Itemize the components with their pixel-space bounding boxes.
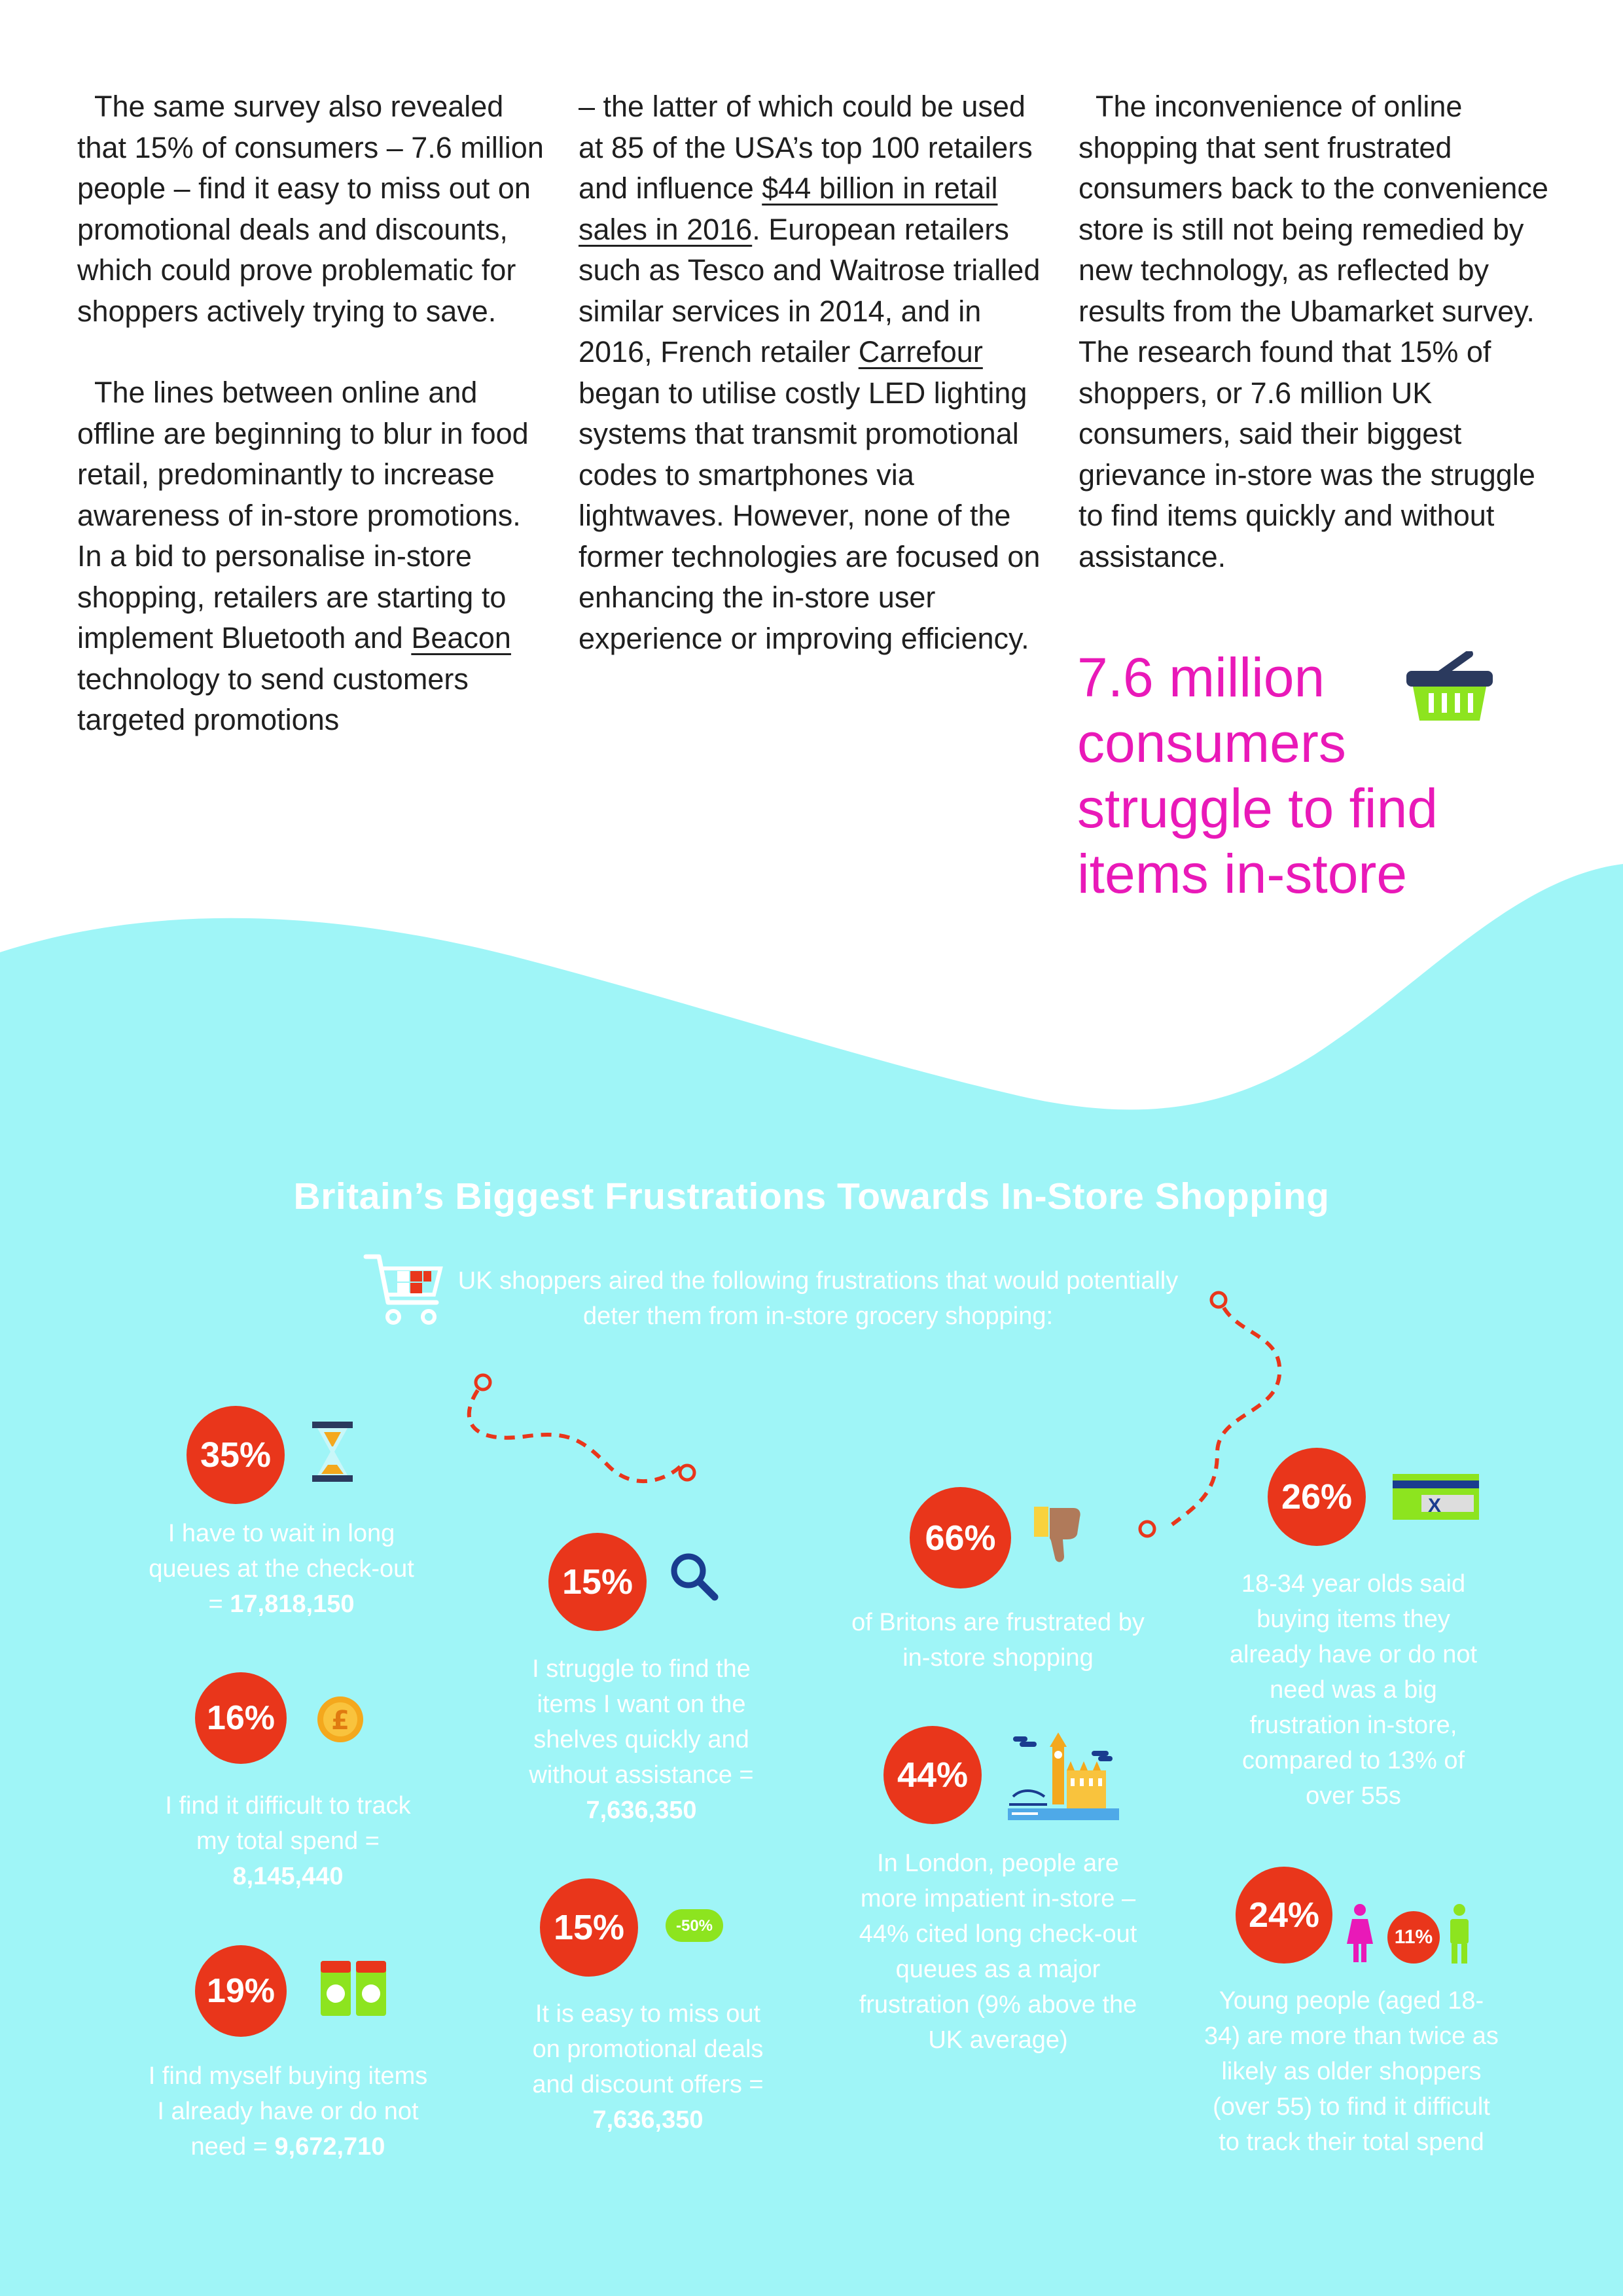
stat-circle-24: 24% (1236, 1867, 1332, 1964)
carrefour-link[interactable]: Carrefour (858, 335, 983, 368)
col2-text-c: began to utilise costly LED lighting systems that transmit promotional codes to smartphones via lightwaves. However, none of the former technologies are focused on enhancing the in-store user experience or improving efficiency. (579, 376, 1041, 655)
discount-tag-label: -50% (675, 1917, 713, 1935)
young-person-icon (1346, 1903, 1374, 1964)
infographic-intro: UK shoppers aired the following frustrations that would potentially deter them from in-store grocery shopping: (457, 1267, 1179, 1330)
hourglass-icon (311, 1422, 354, 1482)
stat-desc-19 (147, 2058, 429, 2164)
retail-sales-link[interactable]: $44 billion in retail sales in 2016 (579, 171, 998, 246)
col1-p2-text-a: The lines between online and offline are beginning to blur in food retail, predominantly to increase awareness of in-store promotions. In a bid to personalise in-store shopping, retailers are starting to implement Bluetooth and (77, 376, 529, 655)
col2-paragraph (579, 86, 1050, 659)
infographic-title: Britain’s Biggest Frustrations Towards In-Store Shopping (293, 1175, 1330, 1217)
stat-desc-44 (847, 1846, 1149, 2058)
stat-text-15-promo: It is easy to miss out on promotional deals and discount offers = (532, 2000, 764, 2098)
shopping-cart-icon (363, 1251, 445, 1330)
col1-paragraph-2 (77, 372, 548, 741)
article-column-3 (1079, 86, 1556, 577)
older-person-icon (1446, 1903, 1472, 1965)
stat-desc-15-find (504, 1651, 779, 1828)
stat-text-26: 18-34 year olds said buying items they already have or do not need was a big frustration in-store, compared to 13% of over 55s (1229, 1570, 1478, 1810)
stat-desc-16 (147, 1788, 429, 1894)
stat-number-15-find: 7,636,350 (586, 1797, 697, 1824)
stat-number-16: 8,145,440 (232, 1863, 344, 1890)
stat-text-16: I find it difficult to track my total spend = (165, 1792, 411, 1855)
stat-circle-15-find: 15% (548, 1533, 647, 1631)
article-column-2 (579, 86, 1050, 659)
stat-circle-15-promo: 15% (540, 1878, 638, 1977)
duplicate-items-icon (319, 1958, 387, 2017)
stat-text-66: of Britons are frustrated by in-store shopping (851, 1609, 1145, 1672)
col2-text-a: – the latter of which could be used at 85 of the USA’s top 100 retailers and influence (579, 90, 1033, 205)
stat-circle-66: 66% (910, 1487, 1011, 1588)
stat-desc-15-promo (524, 1996, 772, 2138)
card-mark: X (1427, 1495, 1442, 1516)
stat-text-44: In London, people are more impatient in-store – 44% cited long check-out queues as a major frustration (9% above the UK average) (859, 1850, 1137, 2054)
stat-circle-11: 11% (1387, 1911, 1440, 1964)
discount-tag-icon (664, 1908, 724, 1943)
stat-circle-35: 35% (187, 1406, 285, 1504)
stat-desc-35 (147, 1516, 416, 1622)
stat-number-15-promo: 7,636,350 (592, 2106, 704, 2134)
thumbs-down-icon (1034, 1505, 1084, 1564)
stat-desc-24 (1204, 1983, 1499, 2160)
stat-circle-16: 16% (195, 1672, 287, 1764)
stat-circle-44: 44% (883, 1726, 982, 1824)
card-icon (1393, 1474, 1479, 1520)
col2-text-b: . European retailers such as Tesco and Waitrose trialled similar services in 2014, and in 2016, French retailer (579, 212, 1041, 368)
callout-stat: 7.6 million consumers struggle to find items in-store (1077, 647, 1438, 905)
stat-number-35: 17,818,150 (230, 1590, 355, 1618)
col1-p2-text-b: technology to send customers targeted promotions (77, 662, 469, 736)
pound-coin-icon (316, 1695, 365, 1744)
london-skyline-icon (1008, 1731, 1119, 1823)
stat-text-19: I find myself buying items I already have or do not need = (148, 2062, 428, 2161)
svg-text:£: £ (331, 1706, 349, 1736)
stat-circle-26: 26% (1268, 1448, 1366, 1546)
stat-desc-66 (844, 1605, 1152, 1676)
stat-text-15-find: I struggle to find the items I want on the shelves quickly and without assistance = (529, 1655, 754, 1789)
beacon-link[interactable]: Beacon (411, 621, 511, 655)
stat-number-19: 9,672,710 (274, 2133, 385, 2161)
col1-paragraph-1: The same survey also revealed that 15% of consumers – 7.6 million people – find it easy to miss out on promotional deals and discounts, which could prove problematic for shoppers actively trying to save. (77, 90, 544, 328)
magnifier-icon (668, 1550, 720, 1602)
shopping-basket-icon (1404, 651, 1495, 725)
stat-text-24: Young people (aged 18-34) are more than twice as likely as older shoppers (over 55) to find it difficult to track their total spend (1204, 1987, 1499, 2156)
col3-paragraph: The inconvenience of online shopping that sent frustrated consumers back to the convenience store is still not being remedied by new technology, as reflected by results from the Ubamarket survey. The research found that 15% of shoppers, or 7.6 million UK consumers, said their biggest grievance in-store was the struggle to find items quickly and without assistance. (1079, 90, 1548, 573)
stat-circle-19: 19% (195, 1945, 287, 2037)
article-column-1 (77, 86, 548, 741)
stat-desc-26 (1216, 1566, 1491, 1814)
stat-text-35: I have to wait in long queues at the check-out = (149, 1520, 414, 1618)
dotted-path-left (452, 1368, 700, 1492)
